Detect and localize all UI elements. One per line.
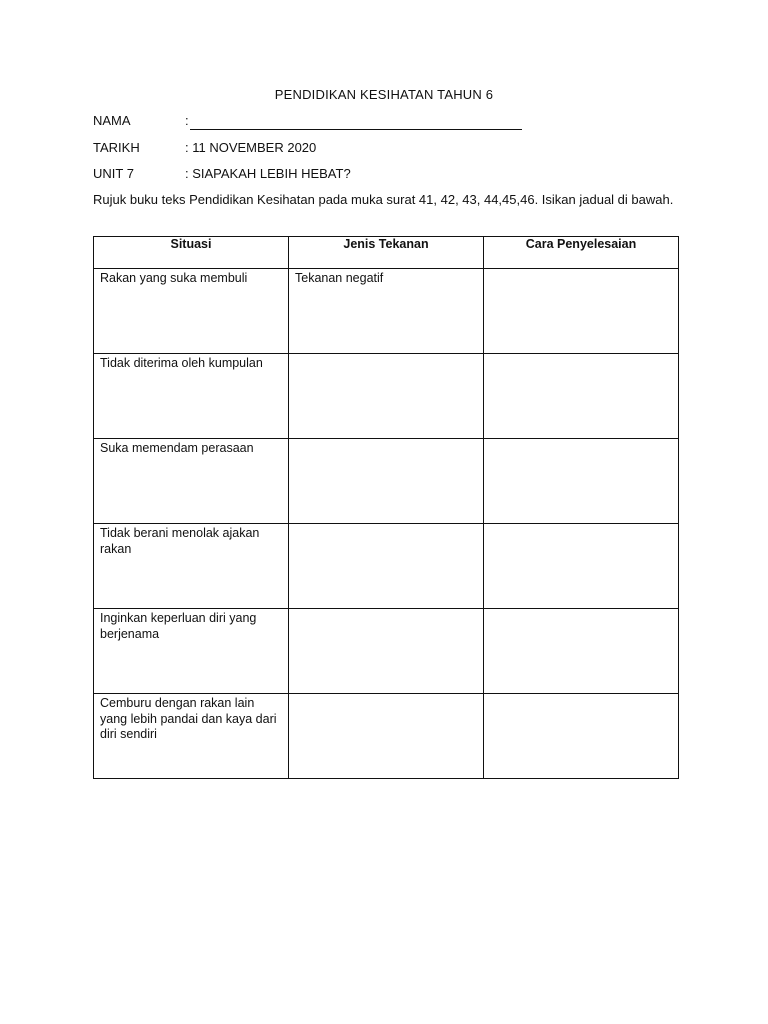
jenis-tekanan-cell[interactable] — [289, 524, 484, 609]
situasi-cell: Suka memendam perasaan — [94, 439, 289, 524]
cara-penyelesaian-cell[interactable] — [484, 609, 679, 694]
jenis-tekanan-cell[interactable] — [289, 609, 484, 694]
jenis-tekanan-cell[interactable]: Tekanan negatif — [289, 269, 484, 354]
nama-prefix: : — [185, 113, 189, 128]
situasi-cell: Inginkan keperluan diri yang berjenama — [94, 609, 289, 694]
tarikh-value: : 11 NOVEMBER 2020 — [185, 140, 317, 155]
situasi-cell: Tidak berani menolak ajakan rakan — [94, 524, 289, 609]
worksheet-table — [93, 236, 679, 779]
table-row — [94, 439, 679, 524]
jenis-tekanan-cell[interactable] — [289, 354, 484, 439]
table-row — [94, 694, 679, 779]
cara-penyelesaian-cell[interactable] — [484, 354, 679, 439]
cara-penyelesaian-cell[interactable] — [484, 524, 679, 609]
nama-blank-line[interactable] — [190, 115, 522, 130]
table-row — [94, 524, 679, 609]
cara-penyelesaian-cell[interactable] — [484, 269, 679, 354]
situasi-cell: Tidak diterima oleh kumpulan — [94, 354, 289, 439]
unit-label: UNIT 7 — [93, 166, 134, 181]
tarikh-label: TARIKH — [93, 140, 140, 155]
nama-label: NAMA — [93, 113, 131, 128]
cara-penyelesaian-cell[interactable] — [484, 439, 679, 524]
page-title: PENDIDIKAN KESIHATAN TAHUN 6 — [274, 87, 494, 102]
unit-value: : SIAPAKAH LEBIH HEBAT? — [185, 166, 351, 181]
table-row — [94, 354, 679, 439]
table-row — [94, 609, 679, 694]
situasi-cell: Cemburu dengan rakan lain yang lebih pandai dan kaya dari diri sendiri — [94, 694, 289, 779]
cara-penyelesaian-cell[interactable] — [484, 694, 679, 779]
table-row — [94, 269, 679, 354]
header-jenis-tekanan: Jenis Tekanan — [289, 237, 484, 269]
jenis-tekanan-cell[interactable] — [289, 694, 484, 779]
nama-field[interactable] — [185, 112, 522, 130]
situasi-cell: Rakan yang suka membuli — [94, 269, 289, 354]
table-header-row — [94, 237, 679, 269]
instruction-text: Rujuk buku teks Pendidikan Kesihatan pada muka surat 41, 42, 43, 44,45,46. Isikan jadual di bawah. — [93, 192, 674, 207]
jenis-tekanan-cell[interactable] — [289, 439, 484, 524]
header-situasi: Situasi — [94, 237, 289, 269]
header-cara-penyelesaian: Cara Penyelesaian — [484, 237, 679, 269]
